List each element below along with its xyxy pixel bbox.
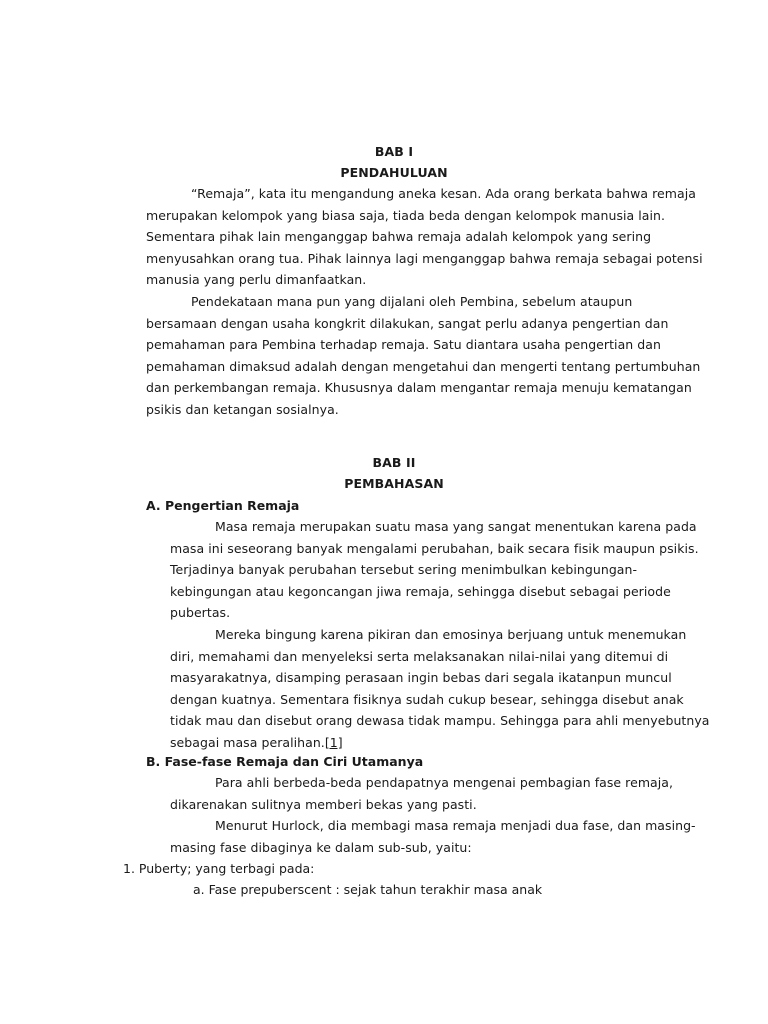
text-line: Masa remaja merupakan suatu masa yang sangat menentukan karena pada (215, 519, 697, 534)
chapter-2-title: BAB II (372, 455, 416, 470)
section-b-paragraph-1 (170, 772, 673, 815)
list-item-1: 1. Puberty; yang terbagi pada: (123, 861, 315, 876)
text-line: Para ahli berbeda-beda pendapatnya mengenai pembagian fase remaja, (215, 775, 674, 790)
chapter-1-paragraph-2 (146, 291, 700, 421)
text-line: manusia yang perlu dimanfaatkan. (146, 272, 367, 288)
section-a-paragraph-1 (170, 516, 699, 624)
section-b-heading: B. Fase-fase Remaja dan Ciri Utamanya (146, 754, 424, 769)
text-line: merupakan kelompok yang biasa saja, tiada beda dengan kelompok manusia lain. (146, 207, 666, 223)
text-line: kebingungan atau kegoncangan jiwa remaja, sehingga disebut sebagai periode (170, 583, 671, 599)
text-line: “Remaja”, kata itu mengandung aneka kesan. Ada orang berkata bahwa remaja (191, 186, 696, 201)
text-line: Sementara pihak lain menganggap bahwa remaja adalah kelompok yang sering (146, 229, 652, 245)
text-line: pubertas. (170, 605, 231, 621)
chapter-1-paragraph-1 (146, 183, 703, 291)
section-a-paragraph-2 (170, 624, 710, 754)
text-line: Mereka bingung karena pikiran dan emosinya berjuang untuk menemukan (215, 627, 687, 642)
section-a-heading: A. Pengertian Remaja (146, 498, 300, 513)
section-b-paragraph-2 (170, 815, 696, 858)
text-line: menyusahkan orang tua. Pihak lainnya lagi menganggap bahwa remaja sebagai potensi (146, 250, 703, 266)
footnote-link[interactable]: [1] (324, 734, 343, 750)
chapter-1-subtitle: PENDAHULUAN (340, 165, 448, 180)
list-item-1a: a. Fase prepuberscent : sejak tahun terakhir masa anak (193, 882, 543, 897)
chapter-2-subtitle: PEMBAHASAN (344, 476, 444, 491)
text-line: bersamaan dengan usaha kongkrit dilakukan, sangat perlu adanya pengertian dan (146, 315, 669, 331)
text-line: masyarakatnya, disamping perasaan ingin bebas dari segala ikatanpun muncul (170, 670, 672, 686)
text-line: Terjadinya banyak perubahan tersebut sering menimbulkan kebingungan- (170, 562, 638, 578)
text-line: Pendekataan mana pun yang dijalani oleh Pembina, sebelum ataupun (191, 294, 633, 309)
text-line: masing fase dibaginya ke dalam sub-sub, yaitu: (170, 839, 472, 855)
text-line: pemahaman dimaksud adalah dengan mengetahui dan mengerti tentang pertumbuhan (146, 358, 701, 374)
text-line: dikarenakan sulitnya memberi bekas yang pasti. (170, 796, 477, 812)
text-line: masa ini seseorang banyak mengalami perubahan, baik secara fisik maupun psikis. (170, 540, 699, 556)
text-line (170, 732, 710, 754)
text-line: dengan kuatnya. Sementara fisiknya sudah cukup besear, sehingga disebut anak (170, 691, 684, 707)
text-line: pemahaman para Pembina terhadap remaja. Satu diantara usaha pengertian dan (146, 337, 661, 353)
text-line: Menurut Hurlock, dia membagi masa remaja menjadi dua fase, dan masing- (215, 818, 696, 833)
text-line: dan perkembangan remaja. Khususnya dalam mengantar remaja menuju kematangan (146, 380, 692, 396)
chapter-1-title: BAB I (374, 144, 414, 159)
text-line: diri, memahami dan menyeleksi serta melaksanakan nilai-nilai yang ditemui di (170, 648, 669, 664)
text-line: psikis dan ketangan sosialnya. (146, 401, 339, 417)
text-line: tidak mau dan disebut orang dewasa tidak mampu. Sehingga para ahli menyebutnya (170, 713, 710, 729)
text-line-end: sebagai masa peralihan. (170, 734, 325, 750)
